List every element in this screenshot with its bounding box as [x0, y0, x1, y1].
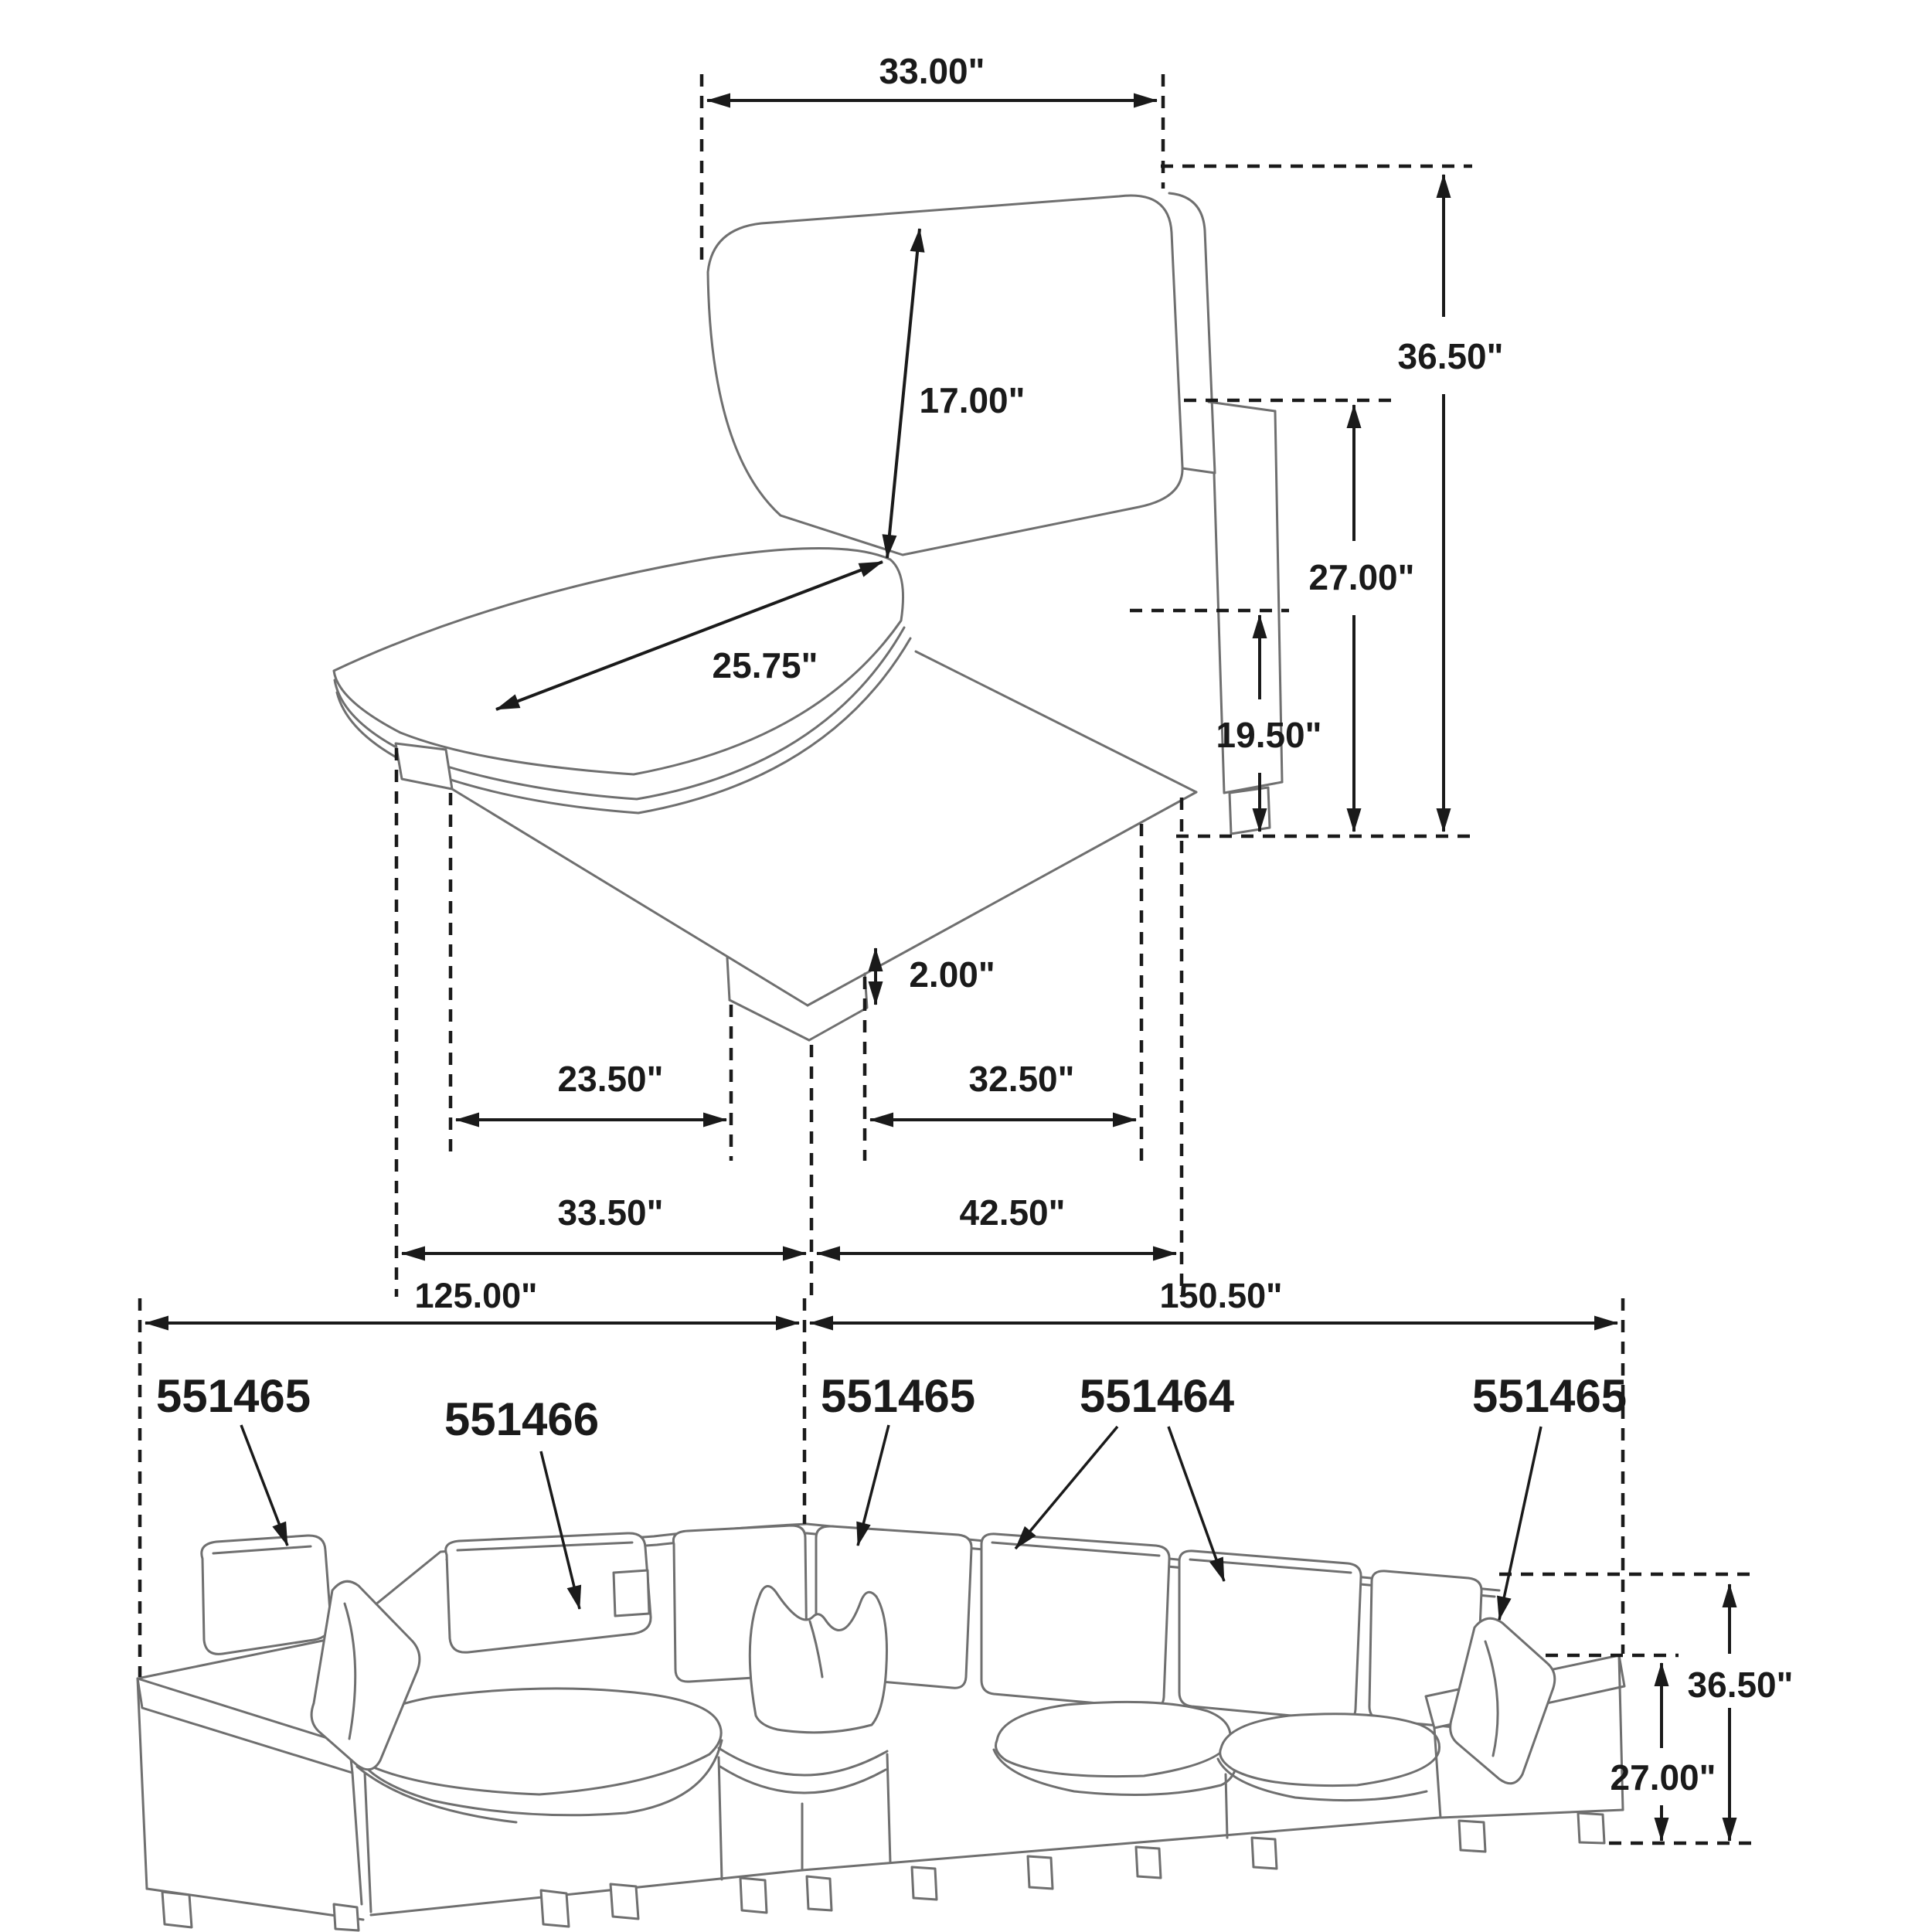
sofa-leg — [611, 1884, 638, 1919]
armless-551464-seat-cushion-1 — [996, 1702, 1231, 1776]
part-label-right-arm: 551465 — [1471, 1370, 1628, 1422]
sofa-leg — [1459, 1821, 1485, 1852]
chair-back-panel-ledge — [1209, 402, 1275, 411]
chair-base-rim-left — [730, 1000, 809, 1040]
corner-seat-seam — [720, 1767, 886, 1793]
dim-label-arm-height: 27.00" — [1610, 1757, 1716, 1798]
sectional-artwork — [138, 1524, 1624, 1930]
chair-backrest-cushion — [708, 196, 1182, 555]
leader-middle-armless-1 — [1015, 1427, 1117, 1549]
module-joint — [1226, 1774, 1227, 1838]
leader-right-arm — [1499, 1427, 1541, 1620]
sofa-leg — [1252, 1838, 1277, 1869]
dim-label-back-width: 33.00" — [879, 51, 985, 91]
armless-551464-seat-cushion-2 — [1220, 1714, 1440, 1786]
chair-base-rim-right — [809, 974, 867, 1040]
corner-frame-notch — [614, 1570, 649, 1616]
dim-label-left-width: 125.00" — [414, 1276, 538, 1315]
dim-label-right-width: 150.50" — [1159, 1276, 1283, 1315]
armless-551464-back-cushion-2 — [1179, 1551, 1361, 1720]
leader-left-arm — [241, 1425, 287, 1546]
dim-label-side-leg-span: 32.50" — [968, 1059, 1075, 1099]
sofa-leg — [807, 1876, 832, 1910]
dim-label-overall-width: 33.50" — [557, 1192, 664, 1233]
sofa-leg — [162, 1892, 192, 1927]
sofa-leg — [1028, 1856, 1053, 1889]
module-joint — [887, 1754, 890, 1862]
sofa-leg — [1136, 1847, 1161, 1878]
sofa-leg — [1578, 1813, 1604, 1843]
chair-base-right-top-edge — [916, 651, 1196, 792]
armless-chair-diagram — [334, 51, 1503, 1297]
part-label-left-armless: 551466 — [444, 1393, 600, 1445]
sofa-leg — [334, 1904, 359, 1930]
armless-551464-back-cushion-1 — [981, 1534, 1169, 1708]
chair-front-center-leg — [727, 957, 730, 1000]
chair-backrest-side-seam — [1182, 468, 1215, 473]
dim-label-leg-height: 2.00" — [909, 954, 995, 995]
dim-label-seat-diagonal: 25.75" — [712, 645, 818, 685]
chair-base-right-edge — [808, 792, 1196, 1005]
sectional-diagram — [138, 1276, 1793, 1930]
chair-base-left-edge — [452, 789, 808, 1005]
dim-label-seat-height: 19.50" — [1216, 715, 1322, 755]
dim-label-overall-height: 36.50" — [1397, 336, 1504, 376]
leader-corner — [858, 1425, 889, 1546]
armless-551466-seat-cushion — [356, 1689, 721, 1794]
part-label-corner: 551465 — [820, 1370, 976, 1422]
module-joint — [719, 1757, 722, 1879]
dim-label-sofa-height: 36.50" — [1687, 1665, 1794, 1705]
right-wing-base-bottom — [802, 1818, 1439, 1870]
sofa-leg — [740, 1878, 767, 1913]
left-wing-base-bottom — [371, 1870, 802, 1915]
left-arm-inner-edge — [352, 1773, 362, 1904]
dim-label-overall-depth: 42.50" — [959, 1192, 1066, 1233]
corner-seat-front-edge — [719, 1748, 887, 1775]
chair-rear-leg — [1230, 787, 1270, 834]
module-joint — [365, 1773, 371, 1912]
dim-label-back-frame-height: 27.00" — [1308, 557, 1415, 597]
chair-front-left-leg — [396, 743, 452, 789]
sofa-leg — [912, 1867, 937, 1900]
dim-label-front-leg-span: 23.50" — [557, 1059, 664, 1099]
dim-label-back-cushion: 17.00" — [919, 380, 1026, 420]
part-label-left-arm: 551465 — [155, 1370, 311, 1422]
sofa-leg — [541, 1890, 569, 1927]
part-label-middle-armless: 551464 — [1079, 1370, 1235, 1422]
